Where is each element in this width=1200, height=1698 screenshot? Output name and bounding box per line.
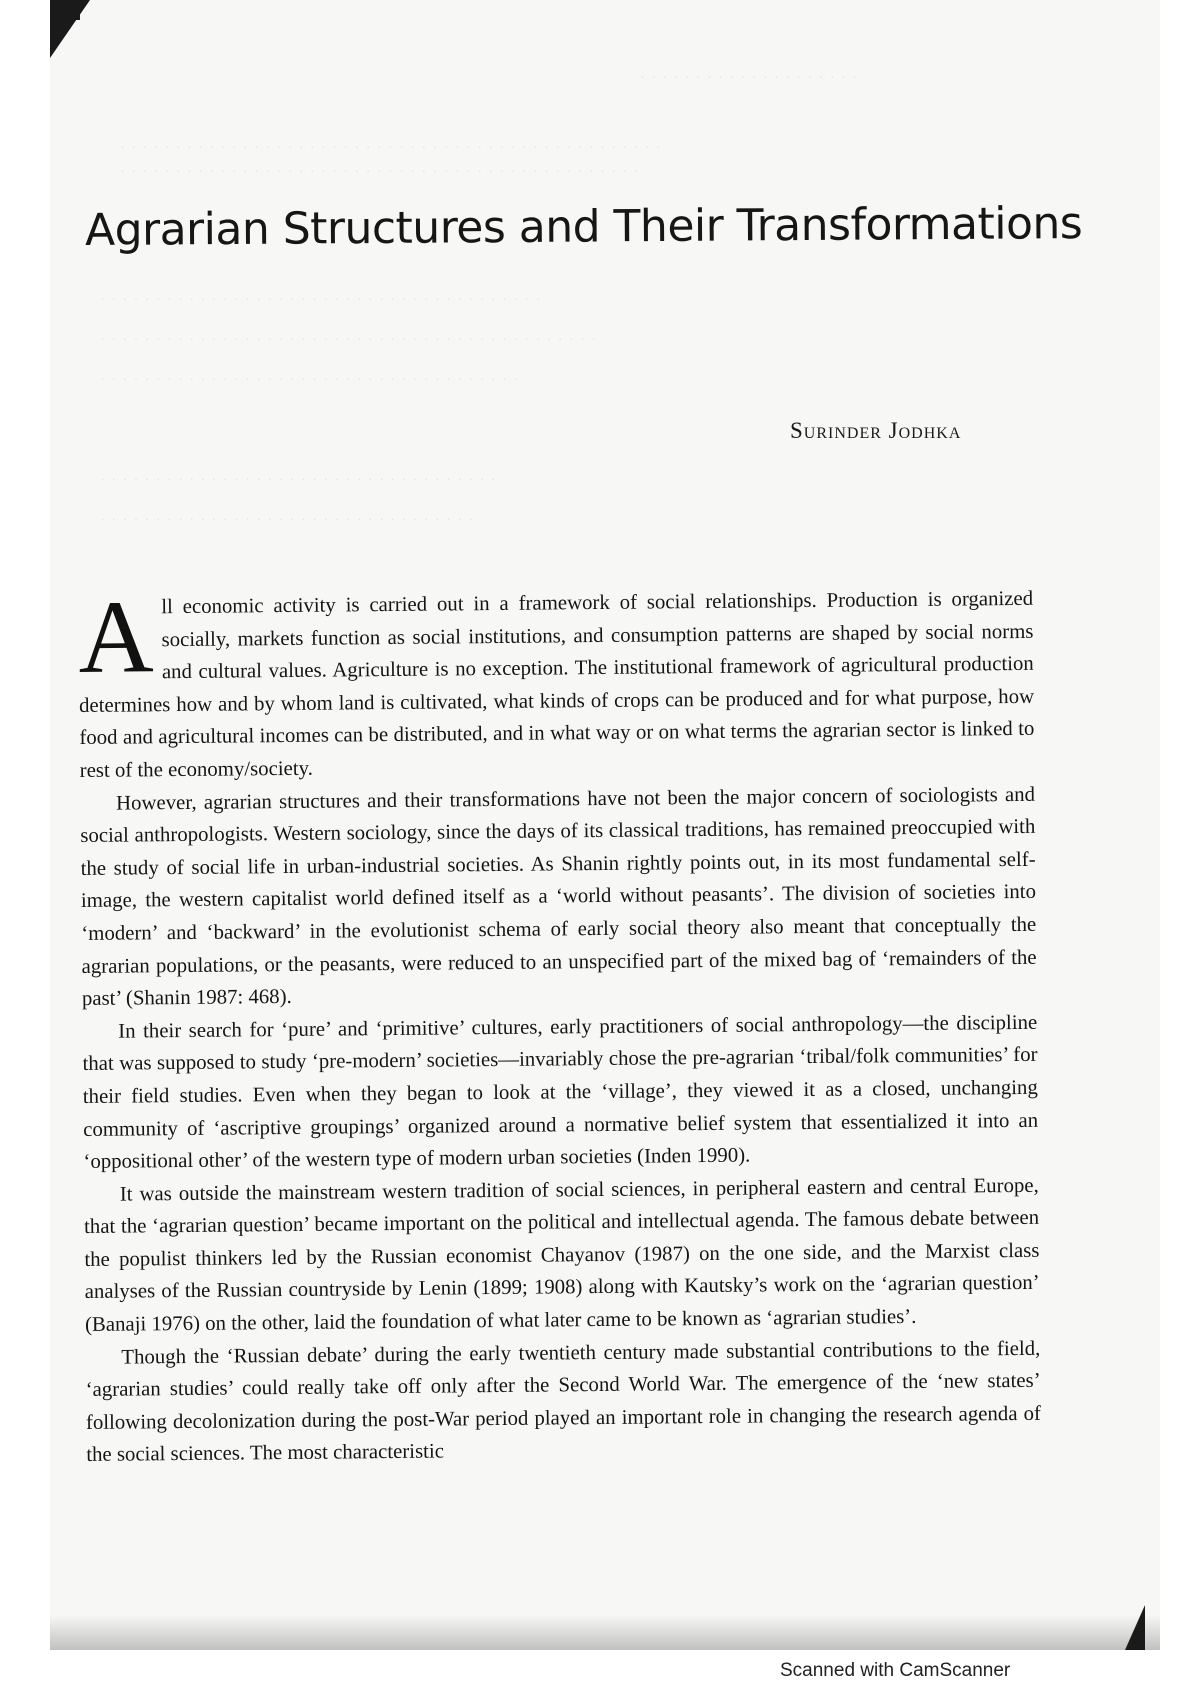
- paragraph-1: [77, 579, 1035, 788]
- page-corner-shadow-bottom-right: [1125, 1605, 1145, 1650]
- page-corner-shadow-top-left-block: [50, 0, 80, 20]
- bleed-through-text: · · · · · · · · · · · · · · · · · · · ·: [640, 68, 859, 85]
- page-bottom-shadow: [50, 1615, 1160, 1650]
- chapter-title: Agrarian Structures and Their Transformations: [84, 198, 1083, 256]
- bleed-through-text: · · · · · · · · · · · · · · · · · · · · · · · · · · · · · · · · · · · · · · · ·: [100, 290, 542, 307]
- paragraph-3: In their search for ‘pure’ and ‘primitive’ cultures, early practitioners of social anthropology—the discipline that was supposed to study ‘pre-modern’ societies—invariably chose the pre-agrarian ‘tribal/folk communities’ for their field studies. Even when they began to look at the ‘village’, they viewed it as a closed, unchanging community of ‘ascriptive groupings’ organized around a normative belief system that essentialized it into an ‘oppositional other’ of the western type of modern urban societies (Inden 1990).: [82, 1010, 1039, 1174]
- bleed-through-text: · · · · · · · · · · · · · · · · · · · · · · · · · · · · · · · · · · · · · · · · · · · · · · · · ·: [120, 138, 662, 155]
- paragraph-4: It was outside the mainstream western tradition of social sciences, in peripheral eastern and central Europe, that the ‘agrarian question’ became important on the political and intellectual agenda. The famous debate between the populist thinkers led by the Russian economist Chayanov (1987) on the one side, and the Marxist class analyses of the Russian countryside by Lenin (1899; 1908) along with Kautsky’s work on the ‘agrarian question’ (Banaji 1976) on the other, laid the foundation of what later came to be known as ‘agrarian studies’.: [83, 1173, 1040, 1337]
- paragraph-5: Though the ‘Russian debate’ during the early twentieth century made substantial contributions to the field, ‘agrarian studies’ could really take off only after the Second World War. The emergence of the ‘new states’ following decolonization during the post-War period played an important role in changing the research agenda of the social sciences. The most characteristic: [85, 1336, 1042, 1467]
- paragraph-2: However, agrarian structures and their transformations have not been the major concern of sociologists and social anthropologists. Western sociology, since the days of its classical traditions, has remained preoccupied with the study of social life in urban-industrial societies. As Shanin rightly points out, in its most fundamental self-image, the western capitalist world defined itself as a ‘world without peasants’. The division of societies into ‘modern’ and ‘backward’ in the evolutionist schema of early social theory also meant that conceptually the agrarian populations, or the peasants, were reduced to an unspecified part of the mixed bag of ‘remainders of the past’ (Shanin 1987: 468).: [80, 782, 1037, 1011]
- author-name: Surinder Jodhka: [790, 418, 962, 443]
- drop-cap: A: [77, 579, 155, 695]
- bleed-through-text: · · · · · · · · · · · · · · · · · · · · · · · · · · · · · · · · · · · ·: [100, 470, 497, 487]
- scanner-watermark: Scanned with CamScanner: [780, 1660, 1011, 1681]
- paragraph-1-text: ll economic activity is carried out in a framework of social relationships. Production is organized socially, markets function as social institutions, and consumption patterns are shaped by social norms and cultural values. Agriculture is no exception. The institutional framework of agricultural production determines how and by whom land is cultivated, what kinds of crops can be produced and for what purpose, how food and agricultural incomes can be distributed, and in what way or on what terms the agrarian sector is linked to rest of the economy/society.: [78, 586, 1035, 782]
- chapter-body: [77, 579, 1042, 1472]
- bleed-through-text: · · · · · · · · · · · · · · · · · · · · · · · · · · · · · · · · · ·: [100, 510, 475, 527]
- bleed-through-text: · · · · · · · · · · · · · · · · · · · · · · · · · · · · · · · · · · · · · · · · · · · · · · ·: [120, 162, 640, 179]
- bleed-through-text: · · · · · · · · · · · · · · · · · · · · · · · · · · · · · · · · · · · · · ·: [100, 370, 520, 387]
- bleed-through-text: · · · · · · · · · · · · · · · · · · · · · · · · · · · · · · · · · · · · · · · · · · · · ·: [100, 330, 598, 347]
